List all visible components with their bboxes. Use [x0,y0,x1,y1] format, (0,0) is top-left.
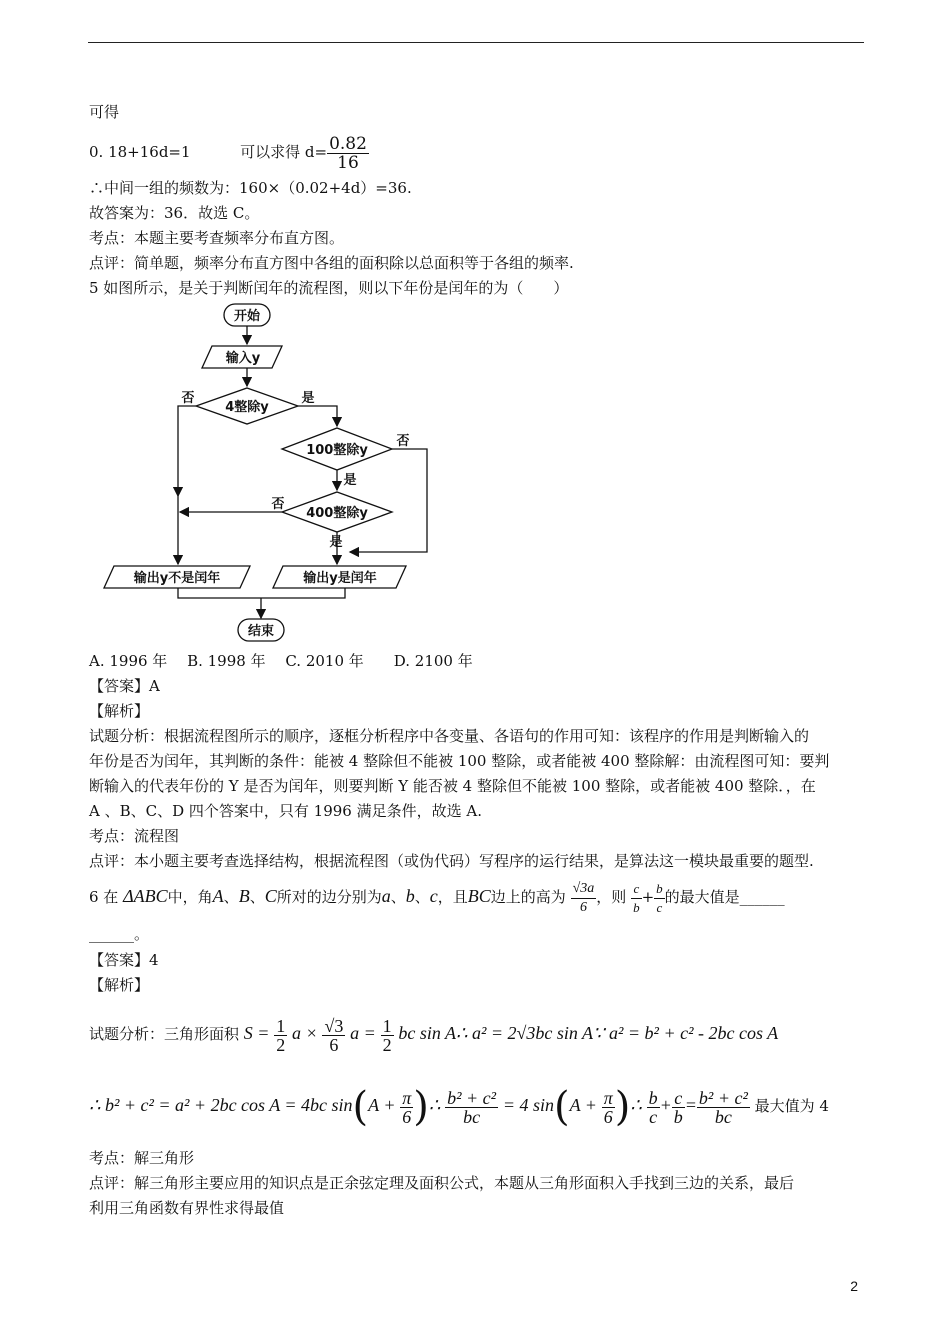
question-6-text: 6 在 ΔABC中，角A、B、C所对的边分别为a、b、c，且BC边上的高为 $\frac{√3a}{6}$ ，则 $\frac{c}{b}$ + $\frac{b}{c}$ 的最大值是______ [89,880,785,915]
q5-analysis-text: 年份是否为闰年，其判断的条件：能被 4 整除但不能被 100 整除，或者能被 400 整除解：由流程图可知：要判 [89,752,830,770]
flow-line [178,588,345,598]
q5-analysis-text: 断输入的代表年份的 Y 是否为闰年，则要判断 Y 能否被 4 整除但不能被 100 整除，或者能被 400 整除．，在 [89,777,816,795]
text-line-d-equation [89,130,369,174]
q6-comment: 点评：解三角形主要应用的知识点是正余弦定理及面积公式，本题从三角形面积入手找到三边的关系，最后 [89,1174,795,1192]
q5-options: A. 1996 年 B. 1998 年 C. 2010 年 D. 2100 年 [89,652,473,670]
q5-comment: 点评：本小题主要考查选择结构，根据流程图（或伪代码）写程序的运行结果，是算法这一模块最重要的题型. [89,852,814,870]
decision-div-4-label: 4整除y [225,400,269,415]
leap-year-flowchart [100,300,440,650]
text-line: 点评：简单题，频率分布直方图中各组的面积除以总面积等于各组的频率. [89,254,574,272]
equation-text: 可以求得 d= [240,143,328,161]
no-label: 否 [396,434,410,449]
fraction: $\frac{\pi}{6}$ [603,1087,613,1127]
output-not-leap-label: 输出y不是闰年 [133,571,221,586]
text-line: 可得 [89,103,120,121]
q5-key-point: 考点：流程图 [89,827,180,845]
yes-label: 是 [301,391,315,406]
no-label: 否 [271,497,285,512]
output-leap-label: 输出y是闰年 [303,571,377,586]
q6-key-point: 考点：解三角形 [89,1149,195,1167]
q6-solution-line-2: ∴ b² + c² = a² + 2bc cos A = 4bc sin(A + $\frac{\pi}{6}$ )∴ $\frac{\text{b² + c²}}{bc}$ = 4 sin(A + $\frac{\pi}{6}$ )∴ $\frac{b}{c}$ + $\frac{c}{b}$ = $\frac{\text{b² + c²}}{bc}$ 最大值为 4 [89,1084,829,1130]
text-line: 考点：本题主要考查频率分布直方图。 [89,229,345,247]
decision-div-100-label: 100整除y [306,443,368,458]
height-fraction: $\frac{√3a}{6}$ [572,880,595,915]
equation-text: 0. 18+16d=1 [89,143,191,161]
input-label: 输入y [225,351,261,366]
end-label: 结束 [247,624,275,639]
fraction: $\frac{\pi}{6}$ [402,1087,412,1127]
answer-blank: ______。 [89,925,150,943]
yes-label: 是 [343,473,357,488]
q6-comment: 利用三角函数有界性求得最值 [89,1199,285,1217]
q5-analysis-label: 【解析】 [89,702,150,720]
q5-answer: 【答案】A [89,677,160,695]
yes-label: 是 [329,535,343,550]
q5-analysis-text: 试题分析：根据流程图所示的顺序，逐框分析程序中各变量、各语句的作用可知：该程序的作用是判断输入的 [89,727,810,745]
q5-analysis-text: A 、B、C、D 四个答案中，只有 1996 满足条件，故选 A. [89,802,482,820]
no-label: 否 [181,391,195,406]
header-rule [88,42,864,43]
fraction-c-over-b: $\frac{c}{b}$ [633,880,640,915]
flow-arrow [178,406,196,496]
fraction: $\frac{\text{b² + c²}}{bc}$ [447,1087,497,1127]
text-line: 故答案为：36．故选 C。 [89,204,260,222]
text-line: ∴中间一组的频数为：160×（0.02+4d）=36. [89,179,412,197]
fraction: $\frac{c}{b}$ [673,1087,683,1127]
start-label: 开始 [233,309,261,324]
q6-answer: 【答案】4 [89,951,159,969]
q6-analysis-label: 【解析】 [89,976,150,994]
fraction: $\frac{b}{c}$ [648,1087,658,1127]
fraction: $\frac{1}{2}$ [276,1015,286,1055]
decision-div-400-label: 400整除y [306,506,368,521]
fraction: $\frac{\text{b² + c²}}{bc}$ [698,1087,748,1127]
fraction: $\frac{√3}{6}$ [324,1015,344,1055]
fraction: $\frac{0.82}{16}$ [329,133,367,173]
q6-solution-line-1: 试题分析：三角形面积 S = $\frac{1}{2}$ a × $\frac{√3}{6}$ a = $\frac{1}{2}$ bc sin A∴ a² = 2√3bc sin A∵ a² = b² + c² - 2bc cos A [89,1015,779,1055]
page-number: 2 [850,1278,858,1294]
fraction-b-over-c: $\frac{b}{c}$ [656,880,663,915]
question-5-text: 5 如图所示，是关于判断闰年的流程图，则以下年份是闰年的为（ ） [89,279,569,297]
fraction: $\frac{1}{2}$ [382,1015,392,1055]
flow-arrow [298,406,337,426]
